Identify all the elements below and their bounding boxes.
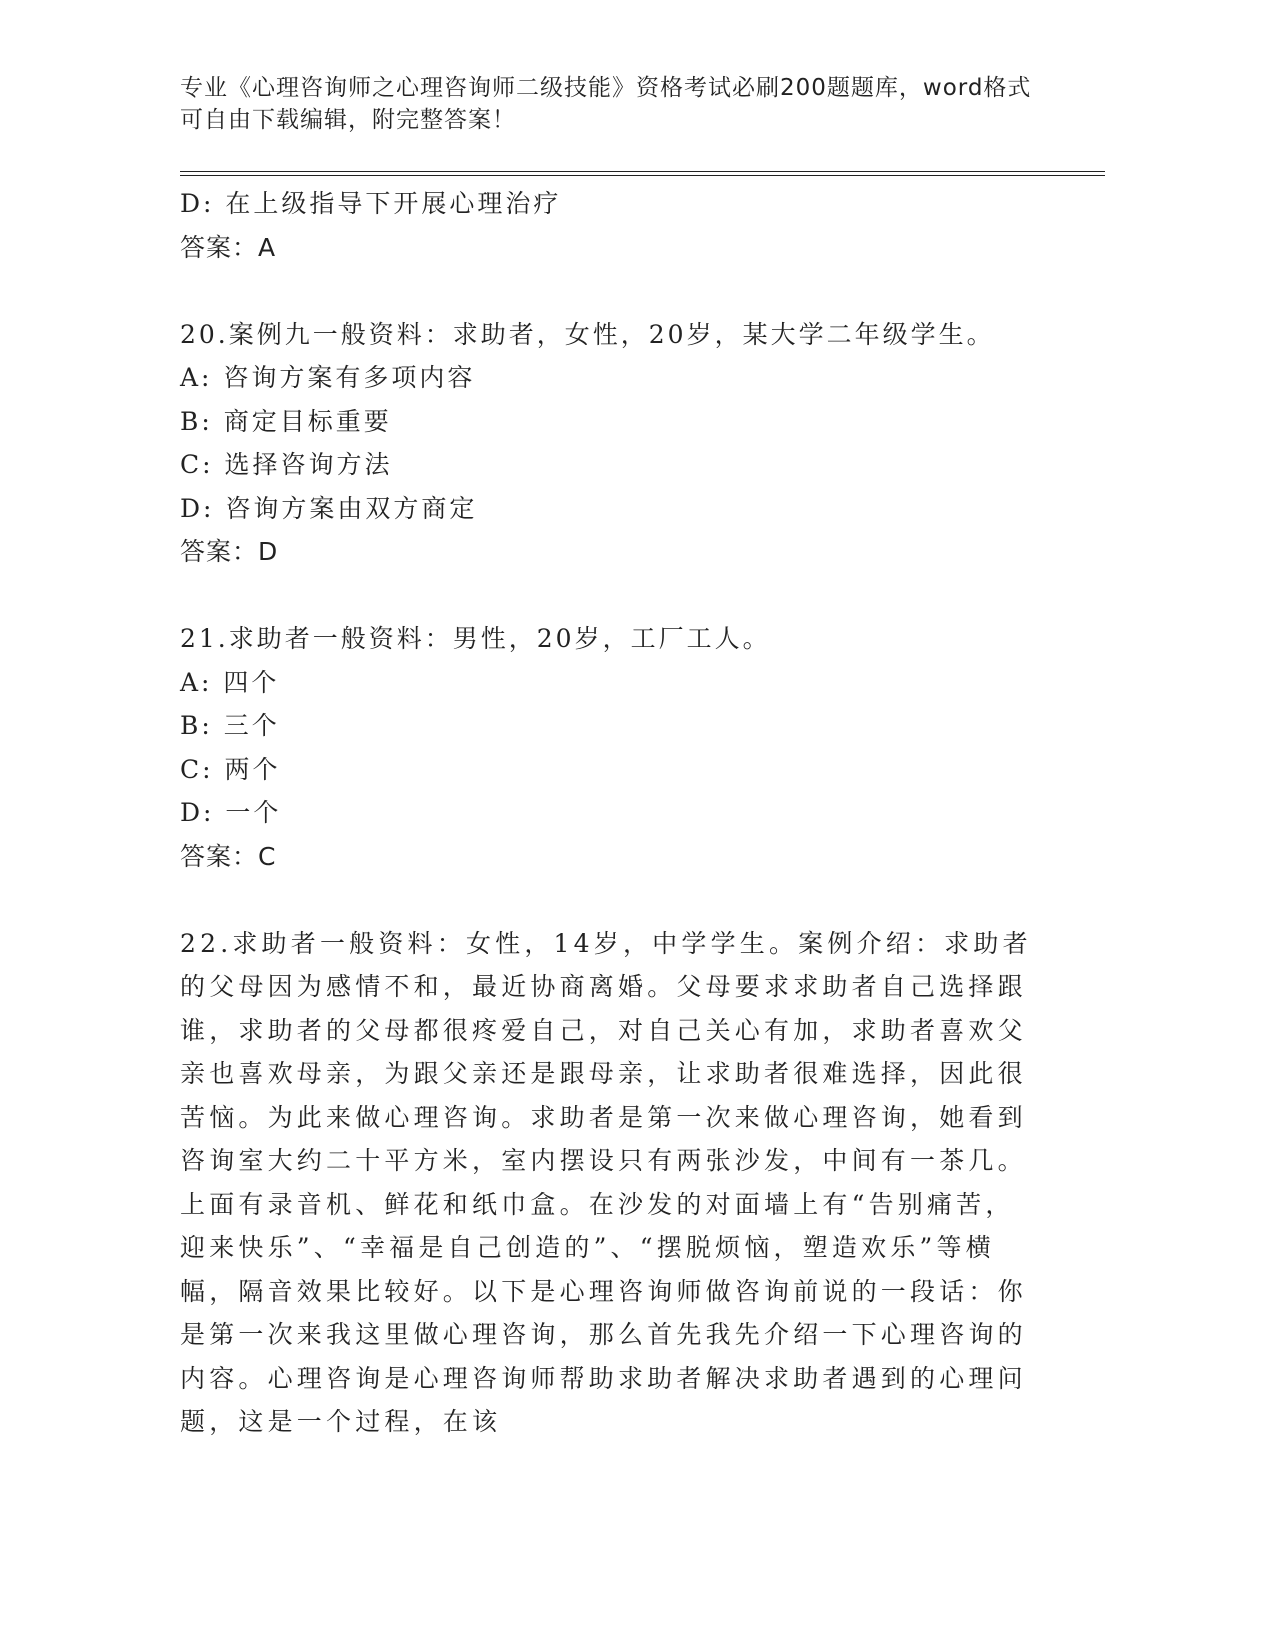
document-body bbox=[180, 182, 1070, 1444]
question-21 bbox=[180, 617, 1070, 878]
spacer bbox=[180, 878, 1070, 922]
document-header bbox=[180, 72, 1040, 136]
header-rule-bottom bbox=[180, 175, 1105, 176]
question-answer: 答案：C bbox=[180, 841, 277, 871]
option-c: C: 选择咨询方法 bbox=[180, 450, 393, 479]
question-20 bbox=[180, 313, 1070, 574]
header-rule-top bbox=[180, 171, 1105, 172]
question-22 bbox=[180, 922, 1070, 1444]
question-19-option-d: D: 在上级指导下开展心理治疗 bbox=[180, 189, 562, 218]
spacer bbox=[180, 269, 1070, 313]
option-a: A: 咨询方案有多项内容 bbox=[180, 363, 476, 392]
option-a: A: 四个 bbox=[180, 667, 280, 697]
option-b: B: 商定目标重要 bbox=[180, 406, 392, 436]
option-d: D: 一个 bbox=[180, 798, 282, 827]
spacer bbox=[180, 574, 1070, 618]
question-stem: 20.案例九一般资料：求助者，女性，20岁，某大学二年级学生。 bbox=[180, 319, 995, 349]
header-line-2: 可自由下载编辑，附完整答案！ bbox=[180, 107, 516, 133]
question-19-answer: 答案：A bbox=[180, 232, 277, 262]
header-line-1: 专业《心理咨询师之心理咨询师二级技能》资格考试必刷200题题库，word格式 bbox=[180, 75, 1032, 101]
question-stem: 21.求助者一般资料：男性，20岁，工厂工人。 bbox=[180, 624, 771, 653]
option-b: B: 三个 bbox=[180, 711, 280, 740]
question-stem: 22.求助者一般资料：女性，14岁，中学学生。案例介绍：求助者的父母因为感情不和，最近协商离婚。父母要求求助者自己选择跟谁，求助者的父母都很疼爱自己，对自己关心有加，求助者喜欢父亲也喜欢母亲，为跟父亲还是跟母亲，让求助者很难选择，因此很苦恼。为此来做心理咨询。求助者是第一次来做心理咨询，她看到咨询室大约二十平方米，室内摆设只有两张沙发，中间有一茶几。上面有录音机、鲜花和纸巾盒。在沙发的对面墙上有“告别痛苦，迎来快乐”、“幸福是自己创造的”、“摆脱烦恼，塑造欢乐”等横幅，隔音效果比较好。以下是心理咨询师做咨询前说的一段话：你是第一次来我这里做心理咨询，那么首先我先介绍一下心理咨询的内容。心理咨询是心理咨询师帮助求助者解决求助者遇到的心理问题，这是一个过程，在该 bbox=[180, 928, 1032, 1436]
option-d: D: 咨询方案由双方商定 bbox=[180, 493, 478, 523]
question-answer: 答案：D bbox=[180, 537, 279, 566]
option-c: C: 两个 bbox=[180, 754, 281, 784]
